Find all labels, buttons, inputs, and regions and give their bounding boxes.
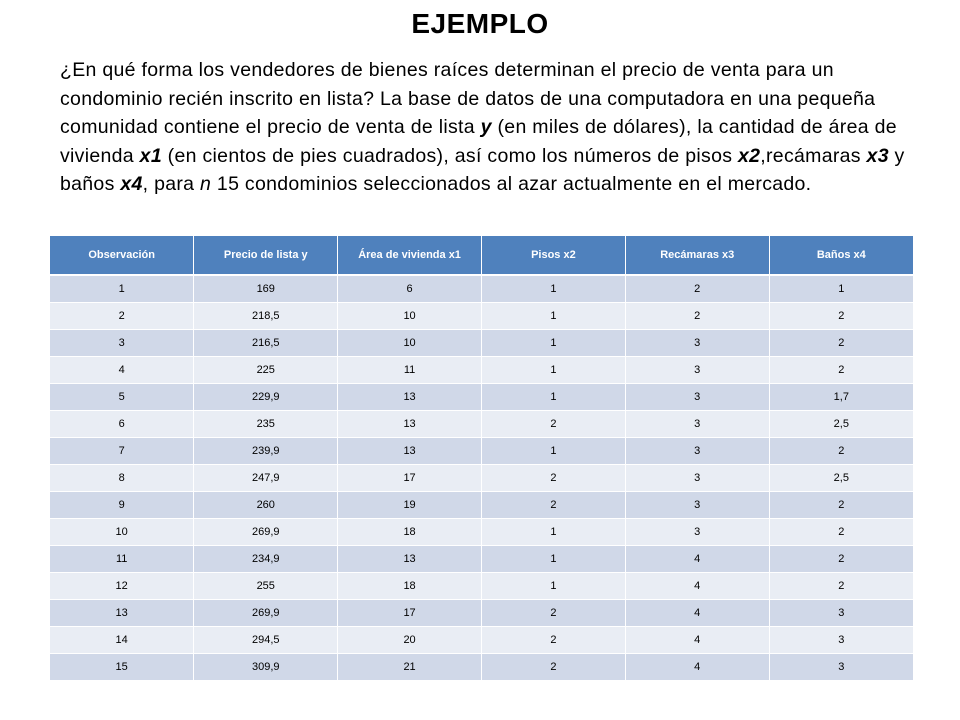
var-y: y	[480, 116, 492, 138]
cell-observacion: 10	[50, 519, 194, 546]
statement-text: (en miles de dólares), la cantidad de área de vivienda	[60, 116, 897, 167]
cell-precio: 218,5	[194, 303, 338, 330]
cell-pisos: 2	[481, 600, 625, 627]
cell-banos: 2	[769, 330, 913, 357]
header-precio: Precio de lista y	[194, 236, 338, 275]
table-row	[50, 465, 913, 492]
cell-recamaras: 3	[625, 384, 769, 411]
cell-recamaras: 3	[625, 492, 769, 519]
cell-banos: 2	[769, 492, 913, 519]
statement-text: 15 condominios seleccionados al azar actualmente en el mercado.	[211, 173, 812, 195]
cell-area: 19	[338, 492, 482, 519]
cell-area: 10	[338, 303, 482, 330]
cell-recamaras: 4	[625, 627, 769, 654]
statement-text: (en cientos de pies cuadrados), así como los números de pisos	[161, 144, 738, 167]
table-row	[50, 492, 913, 519]
cell-precio: 169	[194, 275, 338, 303]
cell-pisos: 1	[481, 357, 625, 384]
data-table	[50, 236, 913, 681]
statement-text: y baños	[60, 144, 905, 195]
var-x3: x3	[866, 144, 889, 167]
cell-observacion: 5	[50, 384, 194, 411]
cell-banos: 3	[769, 627, 913, 654]
cell-area: 21	[338, 654, 482, 681]
cell-recamaras: 3	[625, 465, 769, 492]
cell-recamaras: 4	[625, 654, 769, 681]
header-area: Área de vivienda x1	[338, 236, 482, 275]
cell-banos: 2	[769, 546, 913, 573]
table-row	[50, 438, 913, 465]
cell-observacion: 13	[50, 600, 194, 627]
cell-observacion: 2	[50, 303, 194, 330]
data-table-container	[50, 236, 913, 681]
cell-area: 18	[338, 573, 482, 600]
cell-precio: 269,9	[194, 519, 338, 546]
header-banos: Baños x4	[769, 236, 913, 275]
cell-area: 18	[338, 519, 482, 546]
cell-precio: 239,9	[194, 438, 338, 465]
problem-statement	[60, 56, 920, 199]
table-row	[50, 330, 913, 357]
table-body	[50, 275, 913, 681]
cell-precio: 247,9	[194, 465, 338, 492]
cell-recamaras: 2	[625, 303, 769, 330]
cell-recamaras: 4	[625, 600, 769, 627]
cell-banos: 1	[769, 275, 913, 303]
cell-banos: 3	[769, 654, 913, 681]
cell-banos: 1,7	[769, 384, 913, 411]
cell-area: 11	[338, 357, 482, 384]
var-x4: x4	[120, 173, 143, 195]
cell-pisos: 2	[481, 411, 625, 438]
cell-precio: 216,5	[194, 330, 338, 357]
table-row	[50, 654, 913, 681]
cell-banos: 2	[769, 573, 913, 600]
cell-observacion: 3	[50, 330, 194, 357]
cell-observacion: 6	[50, 411, 194, 438]
cell-precio: 269,9	[194, 600, 338, 627]
cell-pisos: 1	[481, 546, 625, 573]
header-recamaras: Recámaras x3	[625, 236, 769, 275]
cell-recamaras: 4	[625, 573, 769, 600]
table-row	[50, 519, 913, 546]
cell-observacion: 4	[50, 357, 194, 384]
cell-precio: 255	[194, 573, 338, 600]
table-row	[50, 411, 913, 438]
cell-precio: 294,5	[194, 627, 338, 654]
cell-area: 17	[338, 600, 482, 627]
cell-recamaras: 3	[625, 411, 769, 438]
cell-pisos: 2	[481, 492, 625, 519]
cell-observacion: 15	[50, 654, 194, 681]
statement-text: ¿En qué forma los vendedores de bienes raíces determinan el precio de venta para un condominio recién inscrito en lista? La base de datos de una computadora en una pequeña comunidad contiene el precio de venta de lista	[60, 59, 876, 138]
cell-banos: 2,5	[769, 465, 913, 492]
var-x1: x1	[139, 144, 162, 167]
cell-observacion: 1	[50, 275, 194, 303]
table-row	[50, 384, 913, 411]
cell-banos: 3	[769, 600, 913, 627]
cell-area: 13	[338, 438, 482, 465]
cell-observacion: 9	[50, 492, 194, 519]
cell-recamaras: 3	[625, 330, 769, 357]
cell-pisos: 1	[481, 330, 625, 357]
table-row	[50, 275, 913, 303]
cell-area: 17	[338, 465, 482, 492]
cell-recamaras: 3	[625, 519, 769, 546]
cell-precio: 229,9	[194, 384, 338, 411]
cell-pisos: 1	[481, 438, 625, 465]
var-x2: x2	[738, 144, 761, 167]
table-row	[50, 627, 913, 654]
cell-recamaras: 3	[625, 357, 769, 384]
slide-title: EJEMPLO	[411, 8, 549, 39]
cell-banos: 2,5	[769, 411, 913, 438]
cell-banos: 2	[769, 438, 913, 465]
cell-area: 6	[338, 275, 482, 303]
cell-area: 13	[338, 546, 482, 573]
cell-recamaras: 4	[625, 546, 769, 573]
table-row	[50, 600, 913, 627]
cell-precio: 260	[194, 492, 338, 519]
cell-banos: 2	[769, 519, 913, 546]
cell-banos: 2	[769, 357, 913, 384]
header-pisos: Pisos x2	[481, 236, 625, 275]
cell-observacion: 8	[50, 465, 194, 492]
cell-area: 13	[338, 384, 482, 411]
cell-pisos: 1	[481, 303, 625, 330]
cell-area: 20	[338, 627, 482, 654]
cell-pisos: 2	[481, 465, 625, 492]
cell-observacion: 11	[50, 546, 194, 573]
cell-precio: 234,9	[194, 546, 338, 573]
cell-pisos: 1	[481, 573, 625, 600]
cell-observacion: 12	[50, 573, 194, 600]
cell-recamaras: 2	[625, 275, 769, 303]
cell-precio: 309,9	[194, 654, 338, 681]
cell-banos: 2	[769, 303, 913, 330]
var-n: n	[200, 173, 212, 195]
table-row	[50, 303, 913, 330]
table-row	[50, 357, 913, 384]
table-row	[50, 546, 913, 573]
header-observacion: Observación	[50, 236, 194, 275]
table-row	[50, 573, 913, 600]
statement-text: , para	[142, 173, 201, 195]
cell-recamaras: 3	[625, 438, 769, 465]
cell-pisos: 1	[481, 275, 625, 303]
table-header-row	[50, 236, 913, 275]
cell-pisos: 2	[481, 627, 625, 654]
cell-observacion: 14	[50, 627, 194, 654]
cell-pisos: 2	[481, 654, 625, 681]
cell-pisos: 1	[481, 519, 625, 546]
cell-area: 10	[338, 330, 482, 357]
cell-pisos: 1	[481, 384, 625, 411]
cell-area: 13	[338, 411, 482, 438]
cell-observacion: 7	[50, 438, 194, 465]
cell-precio: 235	[194, 411, 338, 438]
statement-text: ,recámaras	[760, 144, 867, 167]
cell-precio: 225	[194, 357, 338, 384]
